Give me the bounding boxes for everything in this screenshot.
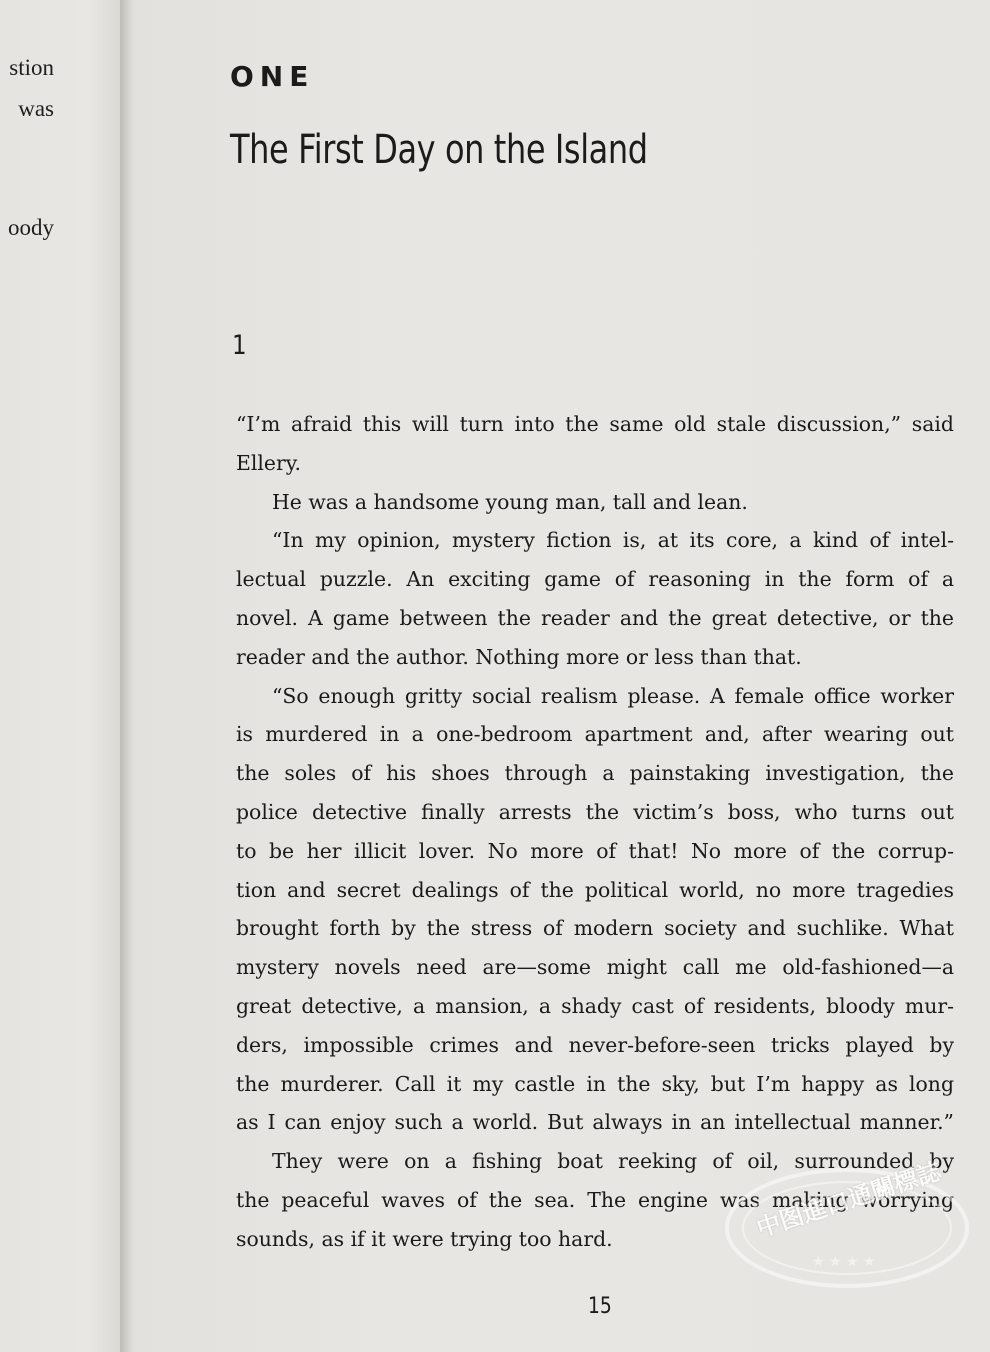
body-line: “I’m afraid this will turn into the same old stale discussion,” said: [236, 412, 954, 436]
body-line: sounds, as if it were trying too hard.: [236, 1226, 613, 1251]
body-line: ders, impossible crimes and never-before-seen tricks played by: [236, 1032, 954, 1057]
body-line: mystery novels need are—some might call me old-fashioned—a: [236, 955, 954, 980]
body-line: reader and the author. Nothing more or less than that.: [236, 644, 802, 669]
left-page-fragment: stion: [9, 55, 54, 80]
svg-text:★ ★ ★ ★: ★ ★ ★ ★: [812, 1254, 876, 1270]
section-number: 1: [232, 330, 247, 361]
body-text: [236, 405, 954, 1259]
body-line: “In my opinion, mystery fiction is, at its core, a kind of intel-: [272, 528, 954, 553]
body-line: brought forth by the stress of modern society and suchlike. What: [236, 916, 954, 941]
body-line: police detective finally arrests the victim’s boss, who turns out: [236, 799, 954, 824]
page-number: 15: [588, 1294, 612, 1319]
body-line: the soles of his shoes through a painstaking investigation, the: [236, 761, 954, 786]
body-line: as I can enjoy such a world. But always in an intellectual manner.”: [236, 1110, 954, 1135]
body-line: “So enough gritty social realism please. A female office worker: [272, 683, 954, 708]
body-line: novel. A game between the reader and the great detective, or the: [236, 605, 954, 630]
body-line: They were on a fishing boat reeking of oil, surrounded by: [272, 1149, 954, 1174]
body-line: the peaceful waves of the sea. The engine was making worrying: [236, 1187, 954, 1212]
body-line: tion and secret dealings of the political world, no more tragedies: [236, 877, 954, 902]
body-line: the murderer. Call it my castle in the sky, but I’m happy as long: [236, 1071, 954, 1096]
body-line: He was a handsome young man, tall and lean.: [272, 489, 748, 514]
watermark-text: 中图進口通關標誌: [753, 1156, 945, 1243]
left-page-fragment: was: [18, 96, 54, 121]
body-line: Ellery.: [236, 450, 302, 475]
book-gutter: [120, 0, 134, 1352]
left-page-fragment: oody: [8, 215, 54, 240]
body-line: is murdered in a one-bedroom apartment and, after wearing out: [236, 722, 954, 747]
body-line: great detective, a mansion, a shady cast of residents, bloody mur-: [236, 993, 954, 1018]
chapter-title: The First Day on the Island: [230, 127, 648, 173]
body-line: lectual puzzle. An exciting game of reasoning in the form of a: [236, 567, 954, 592]
body-line: to be her illicit lover. No more of that! No more of the corrup-: [236, 838, 954, 863]
chapter-number: ONE: [230, 60, 315, 93]
left-facing-page: [0, 0, 126, 1352]
